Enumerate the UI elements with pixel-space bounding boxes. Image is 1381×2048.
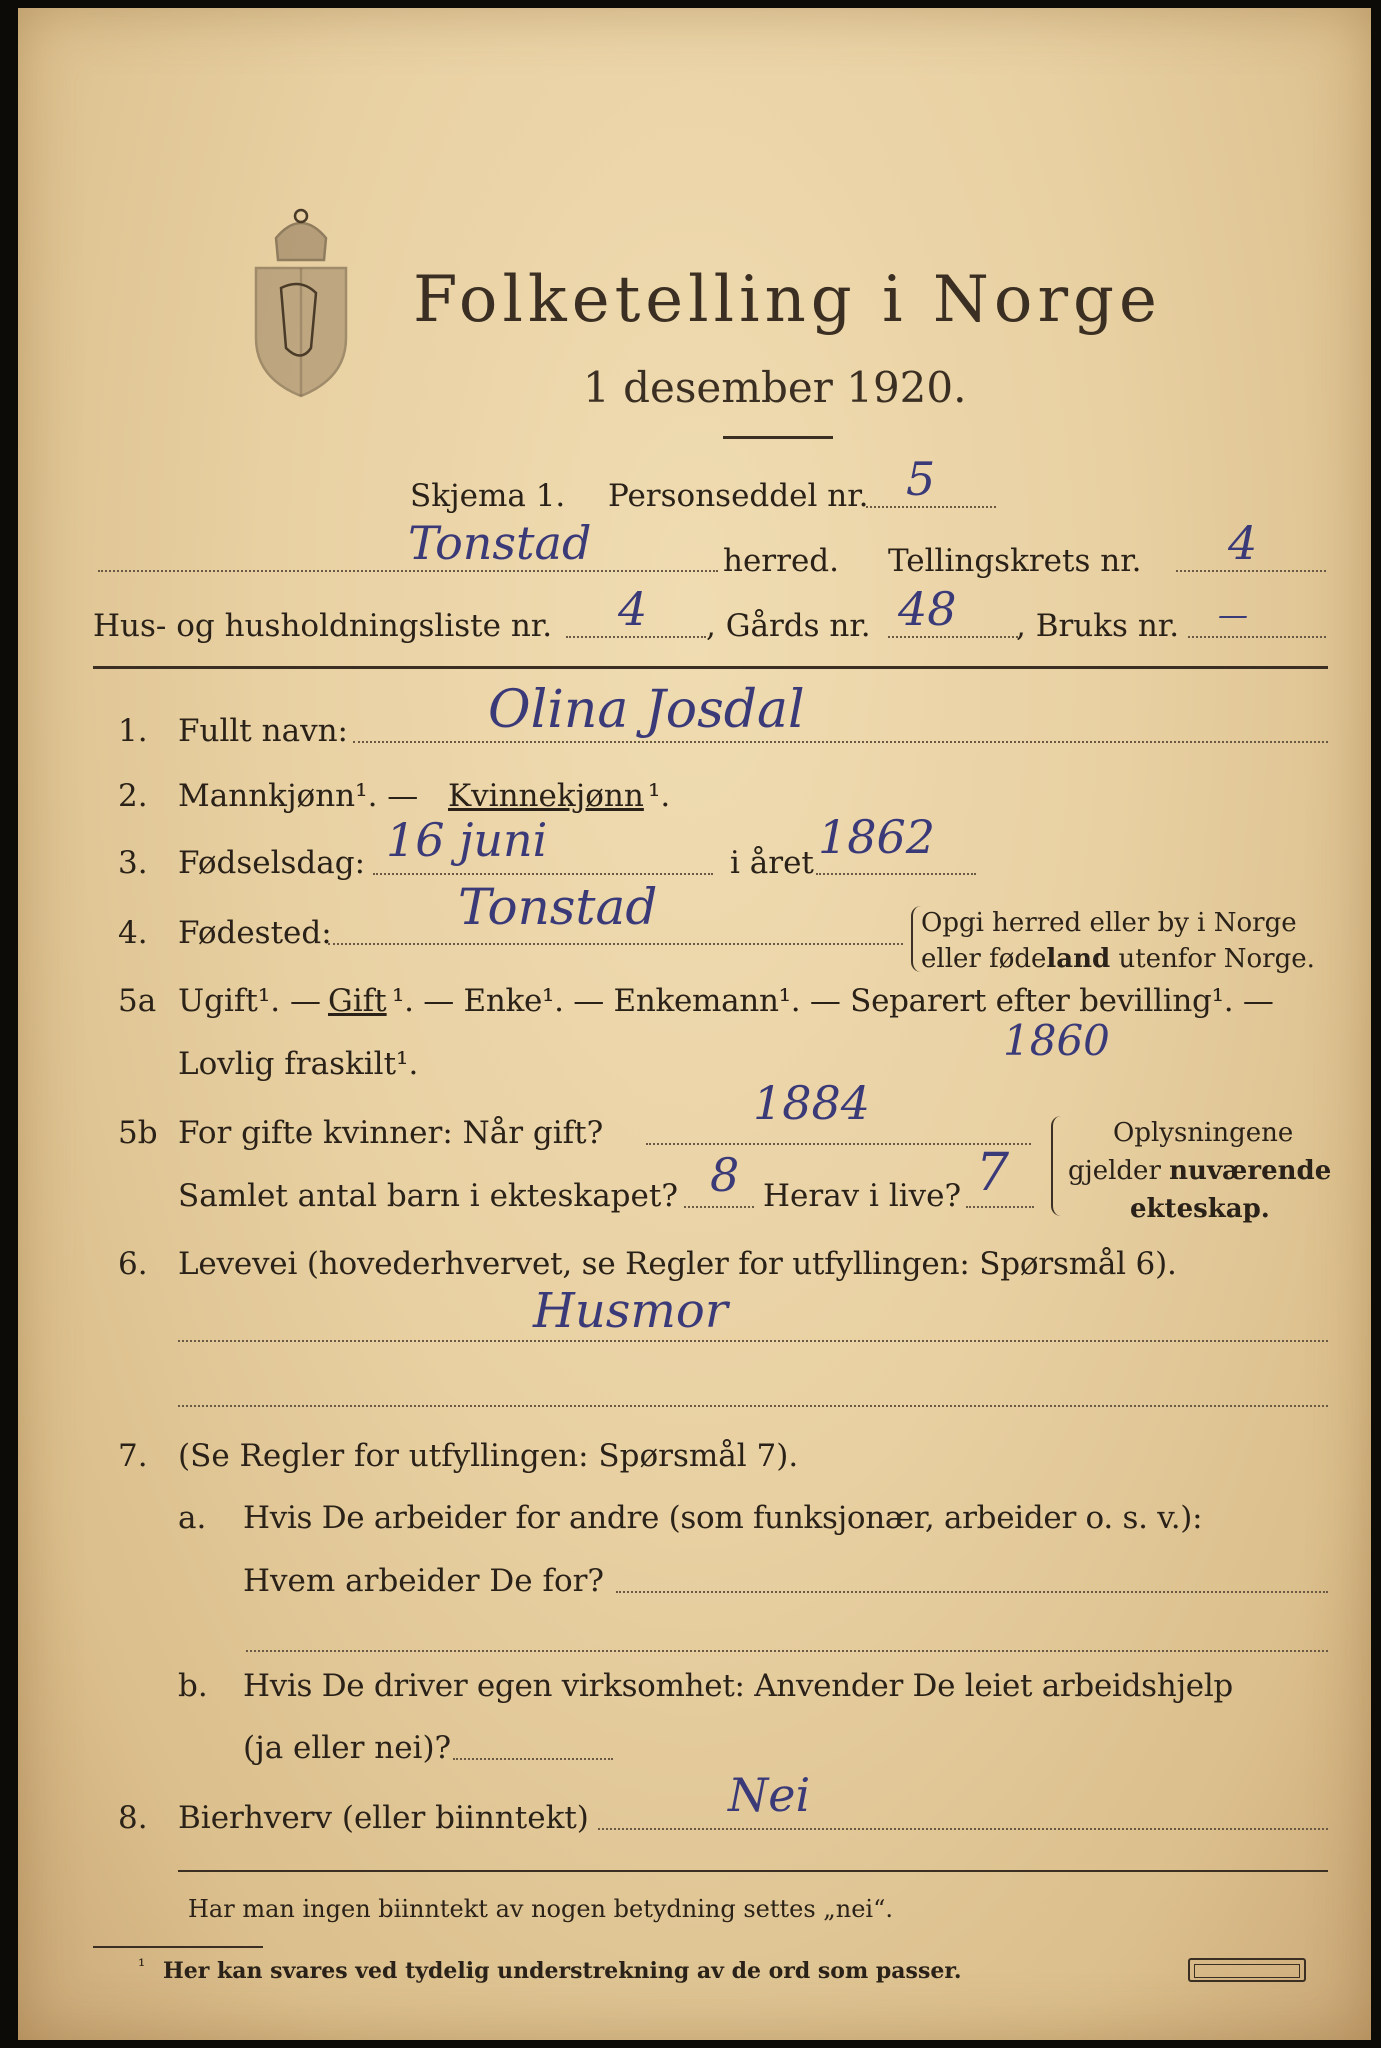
q3-birthday[interactable]: 16 juni xyxy=(386,813,548,867)
bruks-label: , Bruks nr. xyxy=(1016,608,1180,644)
q7b-line xyxy=(453,1758,613,1760)
husliste-label: Hus- og husholdningsliste nr. xyxy=(93,608,553,644)
coat-of-arms-icon xyxy=(246,198,356,398)
footer-divider xyxy=(178,1870,1328,1872)
q5b-note-2a: gjelder xyxy=(1068,1156,1170,1186)
q2-female-mark: ¹. xyxy=(648,778,671,814)
q5b-alive-count[interactable]: 7 xyxy=(976,1143,1010,1203)
q8-number: 8. xyxy=(118,1800,148,1836)
q6-label: Levevei (hovederhvervet, se Regler for utfyllingen: Spørsmål 6). xyxy=(178,1246,1177,1282)
q5b-note-line1: Oplysningene xyxy=(1113,1118,1294,1148)
footer-note: Har man ingen biinntekt av nogen betydning settes „nei“. xyxy=(188,1895,893,1923)
q7a-text: Hvis De arbeider for andre (som funksjonær, arbeider o. s. v.): xyxy=(243,1500,1203,1536)
q2-male: Mannkjønn¹. — xyxy=(178,778,419,814)
q3-label: Fødselsdag: xyxy=(178,845,366,881)
q6-line2 xyxy=(178,1405,1328,1407)
q7-label: (Se Regler for utfyllingen: Spørsmål 7). xyxy=(178,1438,799,1474)
q4-birthplace[interactable]: Tonstad xyxy=(458,878,658,936)
gards-value[interactable]: 48 xyxy=(898,582,957,636)
q1-number: 1. xyxy=(118,713,148,749)
q6-occupation[interactable]: Husmor xyxy=(533,1283,728,1339)
q6-line1 xyxy=(178,1340,1328,1342)
gards-line xyxy=(888,636,1018,638)
q7b-text: Hvis De driver egen virksomhet: Anvender De leiet arbeidshjelp xyxy=(243,1668,1233,1704)
q5a-fraskilt: Lovlig fraskilt¹. xyxy=(178,1046,419,1082)
q6-number: 6. xyxy=(118,1246,148,1282)
q4-brace xyxy=(911,906,921,972)
personseddel-label: Personseddel nr. xyxy=(608,478,869,514)
herred-label: herred. xyxy=(723,543,839,579)
q1-line xyxy=(353,741,1328,743)
q7a-sub: Hvem arbeider De for? xyxy=(243,1563,605,1599)
q5b-note-line3: ekteskap. xyxy=(1130,1194,1270,1224)
q8-line xyxy=(598,1828,1328,1830)
q3-year-label: i året xyxy=(730,845,814,881)
q4-note-line1: Opgi herred eller by i Norge xyxy=(921,908,1297,938)
q7-number: 7. xyxy=(118,1438,148,1474)
q2-number: 2. xyxy=(118,778,148,814)
skjema-label: Skjema 1. xyxy=(410,478,566,514)
q5b-note-2b: nuværende xyxy=(1169,1156,1332,1186)
q5b-brace xyxy=(1051,1116,1061,1216)
footnote-text: Her kan svares ved tydelig understrekning av de ord som passer. xyxy=(163,1958,962,1984)
herred-line xyxy=(98,570,718,572)
husliste-line xyxy=(566,636,706,638)
personseddel-line xyxy=(866,506,996,508)
personseddel-value[interactable]: 5 xyxy=(906,452,936,506)
tellingskrets-line xyxy=(1176,570,1326,572)
q5b-children-line xyxy=(684,1206,754,1208)
q5b-label: For gifte kvinner: Når gift? xyxy=(178,1115,604,1151)
q5a-ugift: Ugift¹. — xyxy=(178,983,321,1019)
q5b-children-label: Samlet antal barn i ekteskapet? xyxy=(178,1178,678,1214)
q5b-married-year[interactable]: 1884 xyxy=(753,1076,871,1130)
bruks-line xyxy=(1188,636,1326,638)
q4-note-2b: land xyxy=(1046,944,1111,974)
q3-number: 3. xyxy=(118,845,148,881)
tellingskrets-value[interactable]: 4 xyxy=(1228,516,1258,570)
q3-year-line xyxy=(816,873,976,875)
q7a-line1 xyxy=(616,1591,1328,1593)
q3-line xyxy=(373,873,713,875)
printer-stamp-icon xyxy=(1188,1958,1306,1982)
gards-label: , Gårds nr. xyxy=(706,608,871,644)
herred-value[interactable]: Tonstad xyxy=(408,516,592,570)
q5b-alive-label: Herav i live? xyxy=(763,1178,962,1214)
q4-label: Fødested: xyxy=(178,915,332,951)
q4-note-2c: utenfor Norge. xyxy=(1110,944,1315,974)
census-form-paper xyxy=(18,8,1371,2040)
q5a-other-options: ¹. — Enke¹. — Enkemann¹. — Separert efter bevilling¹. — xyxy=(392,983,1274,1019)
q1-label: Fullt navn: xyxy=(178,713,348,749)
q5a-extra-year[interactable]: 1860 xyxy=(1003,1016,1110,1065)
husliste-value[interactable]: 4 xyxy=(618,582,648,636)
q5a-number: 5a xyxy=(118,983,157,1019)
q5b-children-count[interactable]: 8 xyxy=(710,1148,740,1202)
q3-birth-year[interactable]: 1862 xyxy=(818,810,936,864)
q5b-number: 5b xyxy=(118,1115,158,1151)
q5b-alive-line xyxy=(966,1206,1034,1208)
q4-note-line2 xyxy=(921,944,1315,974)
census-date: 1 desember 1920. xyxy=(583,363,967,412)
q4-number: 4. xyxy=(118,915,148,951)
q8-label: Bierhverv (eller biinntekt) xyxy=(178,1800,589,1836)
footnote-divider xyxy=(93,1946,263,1948)
form-title: Folketelling i Norge xyxy=(413,263,1162,337)
tellingskrets-label: Tellingskrets nr. xyxy=(888,543,1142,579)
q8-side-income[interactable]: Nei xyxy=(728,1768,811,1822)
header-divider xyxy=(93,666,1328,669)
q5a-gift-underlined[interactable]: Gift xyxy=(328,983,387,1019)
bruks-value[interactable]: — xyxy=(1218,598,1248,633)
q5b-line xyxy=(646,1143,1031,1145)
q4-note-2a: eller føde xyxy=(921,944,1047,974)
footnote-mark: ¹ xyxy=(138,1956,146,1977)
q4-line xyxy=(328,943,903,945)
q7b-letter: b. xyxy=(178,1668,208,1704)
q2-female-underlined[interactable]: Kvinnekjønn xyxy=(448,778,644,814)
q5b-note-line2 xyxy=(1068,1156,1331,1186)
q7b-sub: (ja eller nei)? xyxy=(243,1730,452,1766)
title-divider xyxy=(723,436,833,439)
q7a-letter: a. xyxy=(178,1500,207,1536)
q1-full-name[interactable]: Olina Josdal xyxy=(488,680,805,740)
q7a-line2 xyxy=(246,1650,1328,1652)
